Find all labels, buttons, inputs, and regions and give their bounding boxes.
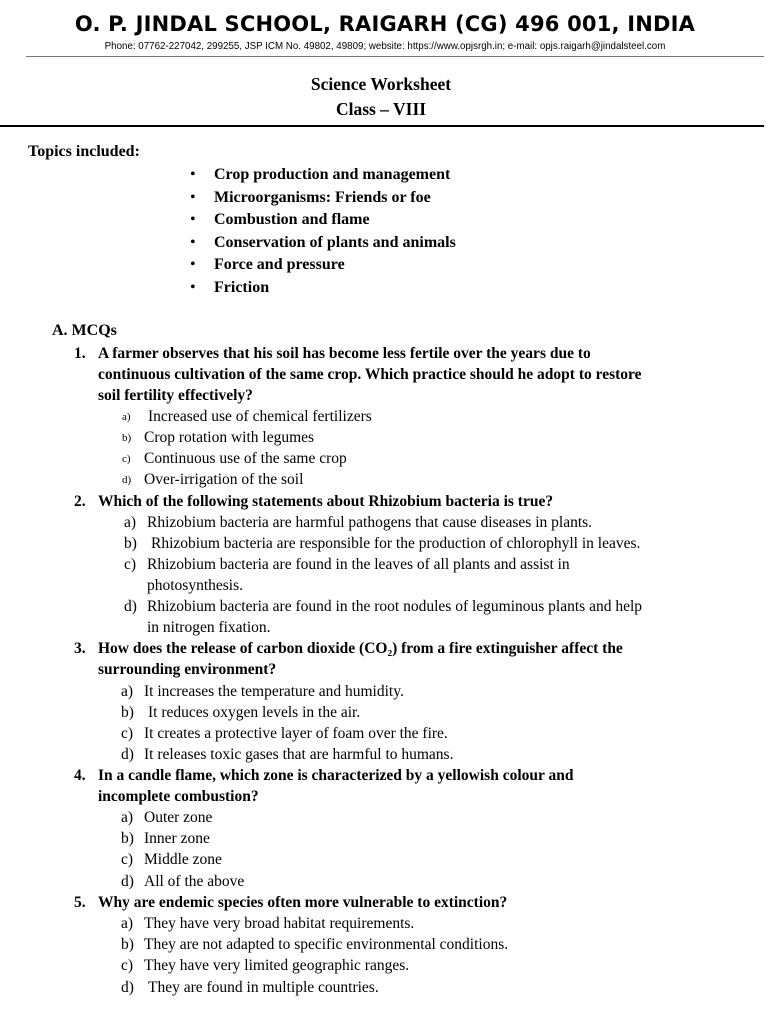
bullet-icon: • — [190, 278, 196, 296]
option-text: They are found in multiple countries. — [148, 979, 379, 996]
option-label: c) — [121, 725, 134, 742]
worksheet-class: Class – VIII — [335, 99, 427, 119]
option-text: It increases the temperature and humidity. — [144, 683, 404, 700]
option-text: photosynthesis. — [147, 577, 244, 594]
topic-text: Conservation of plants and animals — [214, 233, 456, 251]
question-text: How does the release of carbon dioxide (CO₂) from a fire extinguisher affect the — [98, 640, 623, 657]
topics-label: Topics included: — [28, 143, 140, 160]
topic-item — [190, 187, 456, 210]
option-label: b) — [121, 704, 134, 721]
topics-list — [190, 164, 456, 299]
worksheet-title: Science Worksheet — [310, 74, 452, 94]
title-divider — [0, 125, 764, 127]
option-text: Rhizobium bacteria are harmful pathogens that cause diseases in plants. — [147, 514, 593, 531]
topic-text: Force and pressure — [214, 256, 345, 273]
option-label: d) — [122, 474, 132, 486]
topic-text: Combustion and flame — [214, 211, 370, 228]
option-text: Outer zone — [144, 809, 213, 826]
option-text: All of the above — [144, 873, 245, 890]
option-label: b) — [122, 432, 132, 444]
option-text: It reduces oxygen levels in the air. — [148, 704, 361, 721]
bullet-icon: • — [190, 166, 196, 183]
topic-item — [190, 209, 456, 232]
option-label: c) — [121, 957, 134, 974]
topic-item — [190, 254, 456, 277]
section-heading-mcqs: A. MCQs — [52, 322, 117, 339]
question-text: Why are endemic species often more vulnerable to extinction? — [98, 894, 508, 911]
question-text: surrounding environment? — [98, 661, 277, 678]
option-text: Rhizobium bacteria are found in the root nodules of leguminous plants and help — [147, 598, 643, 615]
option-label: b) — [124, 535, 137, 552]
option-label: b) — [121, 936, 134, 953]
topic-item — [190, 164, 456, 187]
option-text: It creates a protective layer of foam over the fire. — [144, 725, 448, 742]
option-text: It releases toxic gases that are harmful to humans. — [144, 746, 454, 763]
question-text: incomplete combustion? — [98, 788, 259, 805]
bullet-icon: • — [190, 256, 196, 273]
topic-item — [190, 232, 456, 255]
question-text: In a candle flame, which zone is characterized by a yellowish colour and — [98, 767, 574, 784]
bullet-icon: • — [190, 188, 196, 206]
question-text: Which of the following statements about Rhizobium bacteria is true? — [98, 493, 554, 510]
question-number: 3. — [74, 640, 86, 657]
option-label: d) — [121, 746, 134, 763]
option-text: Rhizobium bacteria are found in the leaves of all plants and assist in — [147, 556, 570, 573]
option-text: Crop rotation with legumes — [144, 429, 315, 446]
option-text: Rhizobium bacteria are responsible for the production of chlorophyll in leaves. — [151, 535, 641, 552]
question-number: 4. — [74, 767, 86, 784]
question-text: A farmer observes that his soil has become less fertile over the years due to — [98, 345, 591, 362]
option-label: d) — [124, 598, 137, 615]
option-text: Increased use of chemical fertilizers — [148, 408, 372, 425]
option-label: a) — [121, 915, 134, 932]
header-divider — [26, 56, 764, 57]
question-number: 2. — [74, 493, 86, 510]
option-text: in nitrogen fixation. — [147, 619, 271, 636]
bullet-icon: • — [190, 211, 196, 228]
option-label: c) — [121, 851, 134, 868]
option-label: c) — [122, 453, 131, 465]
option-text: Continuous use of the same crop — [144, 450, 347, 467]
option-label: c) — [124, 556, 137, 573]
topic-item — [190, 277, 456, 300]
school-name: O. P. JINDAL SCHOOL, RAIGARH (CG) 496 001, INDIA — [74, 12, 696, 36]
option-label: a) — [121, 683, 134, 700]
question-text: continuous cultivation of the same crop. Which practice should he adopt to restore — [98, 366, 642, 383]
topic-text: Crop production and management — [214, 166, 451, 183]
option-text: They have very limited geographic ranges. — [144, 957, 410, 974]
topic-text: Microorganisms: Friends or foe — [214, 188, 431, 206]
school-contact-line: Phone: 07762-227042, 299255, JSP ICM No. 49802, 49809; website: https://www.opjsrgh.in; e-mail: opjs.raigarh@jindalsteel.com — [104, 40, 666, 52]
option-label: d) — [121, 979, 134, 996]
bullet-icon: • — [190, 233, 196, 251]
question-number: 1. — [74, 345, 86, 362]
option-label: b) — [121, 830, 134, 847]
option-text: They have very broad habitat requirements. — [144, 915, 415, 932]
option-label: d) — [121, 873, 134, 890]
option-label: a) — [121, 809, 134, 826]
question-number: 5. — [74, 894, 86, 911]
option-text: Inner zone — [144, 830, 210, 847]
question-text: soil fertility effectively? — [98, 387, 253, 404]
option-label: a) — [124, 514, 137, 531]
option-text: They are not adapted to specific environmental conditions. — [144, 936, 509, 953]
option-text: Over-irrigation of the soil — [144, 471, 304, 488]
option-label: a) — [122, 411, 131, 423]
option-text: Middle zone — [144, 851, 222, 868]
topic-text: Friction — [214, 278, 270, 296]
